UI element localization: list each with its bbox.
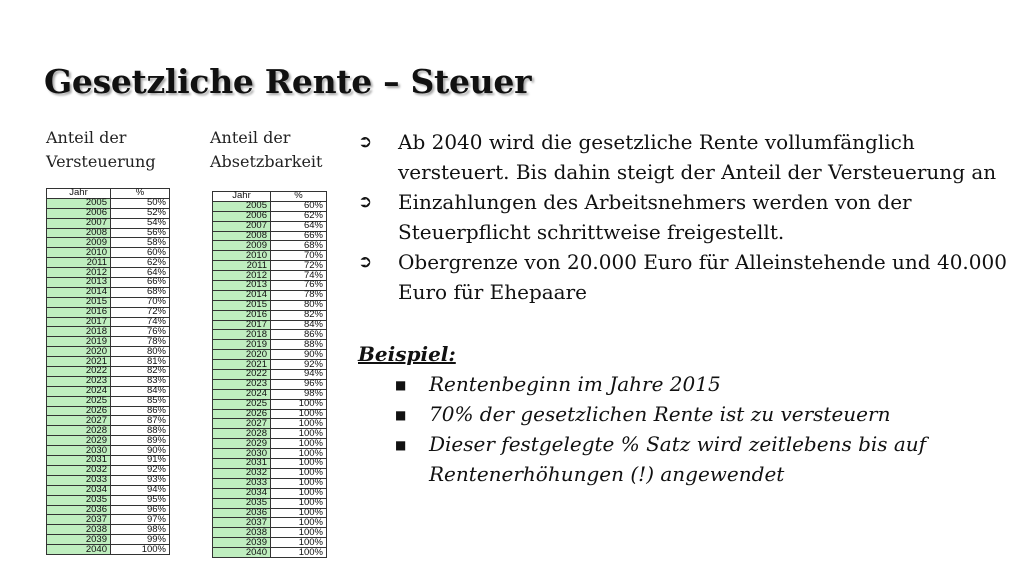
table-row	[47, 545, 170, 555]
year-cell: 2013	[213, 281, 271, 291]
year-cell: 2012	[47, 268, 111, 278]
year-cell: 2039	[47, 535, 111, 545]
percent-cell: 64%	[271, 221, 327, 231]
example-heading: Beispiel:	[358, 342, 456, 366]
example-text: 70% der gesetzlichen Rente ist zu versteuern	[429, 402, 891, 426]
example-item	[395, 369, 1008, 399]
year-cell: 2032	[47, 465, 111, 475]
year-cell: 2021	[213, 360, 271, 370]
bullet-item	[358, 127, 1008, 187]
year-cell: 2017	[47, 317, 111, 327]
percent-cell: 90%	[111, 446, 170, 456]
year-cell: 2025	[47, 396, 111, 406]
year-cell: 2036	[47, 505, 111, 515]
example-text: Rentenbeginn im Jahre 2015	[429, 372, 721, 396]
year-cell: 2008	[47, 228, 111, 238]
table2-caption-line1: Anteil der	[210, 128, 291, 147]
percent-cell: 96%	[111, 505, 170, 515]
year-cell: 2023	[213, 379, 271, 389]
percent-cell: 86%	[111, 406, 170, 416]
table2-header-percent: %	[271, 192, 327, 202]
year-cell: 2015	[213, 300, 271, 310]
percent-cell: 94%	[111, 485, 170, 495]
percent-cell: 84%	[111, 386, 170, 396]
percent-cell: 100%	[271, 488, 327, 498]
percent-cell: 70%	[271, 251, 327, 261]
year-cell: 2023	[47, 376, 111, 386]
percent-cell: 100%	[271, 409, 327, 419]
square-bullet-icon: ■	[395, 378, 407, 392]
percent-cell: 99%	[111, 535, 170, 545]
year-cell: 2025	[213, 399, 271, 409]
percent-cell: 100%	[271, 508, 327, 518]
year-cell: 2035	[47, 495, 111, 505]
year-cell: 2006	[47, 208, 111, 218]
percent-cell: 97%	[111, 515, 170, 525]
year-cell: 2038	[213, 528, 271, 538]
percent-cell: 76%	[111, 327, 170, 337]
percent-cell: 62%	[111, 258, 170, 268]
year-cell: 2007	[47, 218, 111, 228]
percent-cell: 100%	[271, 439, 327, 449]
year-cell: 2029	[47, 436, 111, 446]
percent-cell: 64%	[111, 268, 170, 278]
percent-cell: 74%	[111, 317, 170, 327]
bullet-item	[358, 187, 1008, 247]
year-cell: 2035	[213, 498, 271, 508]
year-cell: 2015	[47, 297, 111, 307]
year-cell: 2032	[213, 468, 271, 478]
percent-cell: 94%	[271, 370, 327, 380]
percent-cell: 96%	[271, 379, 327, 389]
year-cell: 2019	[213, 340, 271, 350]
year-cell: 2022	[213, 370, 271, 380]
percent-cell: 60%	[111, 248, 170, 258]
year-cell: 2038	[47, 525, 111, 535]
bullet-text: Ab 2040 wird die gesetzliche Rente vollumfänglich versteuert. Bis dahin steigt der Anteil der Versteuerung an	[398, 130, 997, 184]
percent-cell: 87%	[111, 416, 170, 426]
percent-cell: 56%	[111, 228, 170, 238]
percent-cell: 62%	[271, 211, 327, 221]
year-cell: 2028	[47, 426, 111, 436]
percent-cell: 100%	[271, 518, 327, 528]
year-cell: 2022	[47, 367, 111, 377]
percent-cell: 100%	[271, 468, 327, 478]
year-cell: 2036	[213, 508, 271, 518]
year-cell: 2013	[47, 278, 111, 288]
year-cell: 2008	[213, 231, 271, 241]
year-cell: 2033	[47, 475, 111, 485]
year-cell: 2010	[47, 248, 111, 258]
percent-cell: 100%	[271, 538, 327, 548]
year-cell: 2007	[213, 221, 271, 231]
example-item	[395, 429, 1008, 489]
table-versteuerung	[46, 188, 170, 555]
year-cell: 2018	[213, 330, 271, 340]
year-cell: 2024	[213, 389, 271, 399]
percent-cell: 88%	[271, 340, 327, 350]
year-cell: 2017	[213, 320, 271, 330]
percent-cell: 80%	[111, 347, 170, 357]
year-cell: 2016	[213, 310, 271, 320]
percent-cell: 74%	[271, 271, 327, 281]
percent-cell: 98%	[271, 389, 327, 399]
percent-cell: 84%	[271, 320, 327, 330]
table1-caption	[46, 126, 156, 174]
percent-cell: 70%	[111, 297, 170, 307]
year-cell: 2033	[213, 478, 271, 488]
bullet-list	[358, 127, 1008, 489]
percent-cell: 85%	[111, 396, 170, 406]
percent-cell: 89%	[111, 436, 170, 446]
percent-cell: 93%	[111, 475, 170, 485]
year-cell: 2037	[213, 518, 271, 528]
year-cell: 2020	[47, 347, 111, 357]
year-cell: 2040	[47, 545, 111, 555]
percent-cell: 86%	[271, 330, 327, 340]
percent-cell: 81%	[111, 357, 170, 367]
percent-cell: 100%	[271, 449, 327, 459]
percent-cell: 66%	[111, 278, 170, 288]
year-cell: 2021	[47, 357, 111, 367]
percent-cell: 100%	[271, 548, 327, 558]
percent-cell: 72%	[111, 307, 170, 317]
percent-cell: 95%	[111, 495, 170, 505]
table2-caption	[210, 126, 322, 174]
year-cell: 2037	[47, 515, 111, 525]
percent-cell: 54%	[111, 218, 170, 228]
table2-header-year: Jahr	[213, 192, 271, 202]
percent-cell: 52%	[111, 208, 170, 218]
year-cell: 2030	[47, 446, 111, 456]
percent-cell: 100%	[271, 528, 327, 538]
year-cell: 2014	[213, 290, 271, 300]
bullet-item	[358, 247, 1008, 307]
percent-cell: 98%	[111, 525, 170, 535]
percent-cell: 82%	[111, 367, 170, 377]
percent-cell: 83%	[111, 376, 170, 386]
year-cell: 2034	[213, 488, 271, 498]
percent-cell: 88%	[111, 426, 170, 436]
square-bullet-icon: ■	[395, 438, 407, 452]
percent-cell: 68%	[111, 287, 170, 297]
year-cell: 2018	[47, 327, 111, 337]
year-cell: 2031	[47, 456, 111, 466]
year-cell: 2009	[213, 241, 271, 251]
year-cell: 2010	[213, 251, 271, 261]
percent-cell: 72%	[271, 261, 327, 271]
percent-cell: 78%	[111, 337, 170, 347]
year-cell: 2027	[213, 419, 271, 429]
example-item	[395, 399, 1008, 429]
year-cell: 2031	[213, 459, 271, 469]
circled-arrow-right-icon: ➲	[358, 192, 373, 212]
year-cell: 2034	[47, 485, 111, 495]
slide-title: Gesetzliche Rente – Steuer	[44, 62, 532, 101]
year-cell: 2014	[47, 287, 111, 297]
year-cell: 2011	[213, 261, 271, 271]
year-cell: 2030	[213, 449, 271, 459]
percent-cell: 58%	[111, 238, 170, 248]
year-cell: 2040	[213, 548, 271, 558]
year-cell: 2006	[213, 211, 271, 221]
year-cell: 2020	[213, 350, 271, 360]
bullet-text: Obergrenze von 20.000 Euro für Alleinstehende und 40.000 Euro für Ehepaare	[398, 250, 1007, 304]
year-cell: 2028	[213, 429, 271, 439]
percent-cell: 100%	[271, 459, 327, 469]
year-cell: 2012	[213, 271, 271, 281]
year-cell: 2005	[47, 198, 111, 208]
percent-cell: 100%	[271, 419, 327, 429]
table1-caption-line1: Anteil der	[46, 128, 127, 147]
percent-cell: 78%	[271, 290, 327, 300]
percent-cell: 76%	[271, 281, 327, 291]
percent-cell: 50%	[111, 198, 170, 208]
year-cell: 2019	[47, 337, 111, 347]
percent-cell: 82%	[271, 310, 327, 320]
percent-cell: 100%	[271, 399, 327, 409]
year-cell: 2024	[47, 386, 111, 396]
table-row	[213, 548, 327, 558]
percent-cell: 80%	[271, 300, 327, 310]
year-cell: 2011	[47, 258, 111, 268]
table1-header-year: Jahr	[47, 189, 111, 199]
year-cell: 2027	[47, 416, 111, 426]
percent-cell: 68%	[271, 241, 327, 251]
table2-caption-line2: Absetzbarkeit	[210, 152, 323, 171]
percent-cell: 66%	[271, 231, 327, 241]
percent-cell: 90%	[271, 350, 327, 360]
percent-cell: 92%	[111, 465, 170, 475]
example-text: Dieser festgelegte % Satz wird zeitlebens bis auf Rentenerhöhungen (!) angewendet	[429, 432, 927, 486]
year-cell: 2039	[213, 538, 271, 548]
year-cell: 2009	[47, 238, 111, 248]
year-cell: 2005	[213, 201, 271, 211]
percent-cell: 100%	[271, 478, 327, 488]
circled-arrow-right-icon: ➲	[358, 132, 373, 152]
bullet-text: Einzahlungen des Arbeitsnehmers werden von der Steuerpflicht schrittweise freigestellt.	[398, 190, 912, 244]
percent-cell: 100%	[271, 498, 327, 508]
square-bullet-icon: ■	[395, 408, 407, 422]
percent-cell: 60%	[271, 201, 327, 211]
table1-caption-line2: Versteuerung	[46, 152, 156, 171]
year-cell: 2026	[213, 409, 271, 419]
year-cell: 2026	[47, 406, 111, 416]
table1-header-percent: %	[111, 189, 170, 199]
percent-cell: 100%	[271, 429, 327, 439]
year-cell: 2016	[47, 307, 111, 317]
circled-arrow-right-icon: ➲	[358, 252, 373, 272]
table-absetzbarkeit	[212, 191, 327, 558]
percent-cell: 91%	[111, 456, 170, 466]
year-cell: 2029	[213, 439, 271, 449]
percent-cell: 100%	[111, 545, 170, 555]
percent-cell: 92%	[271, 360, 327, 370]
